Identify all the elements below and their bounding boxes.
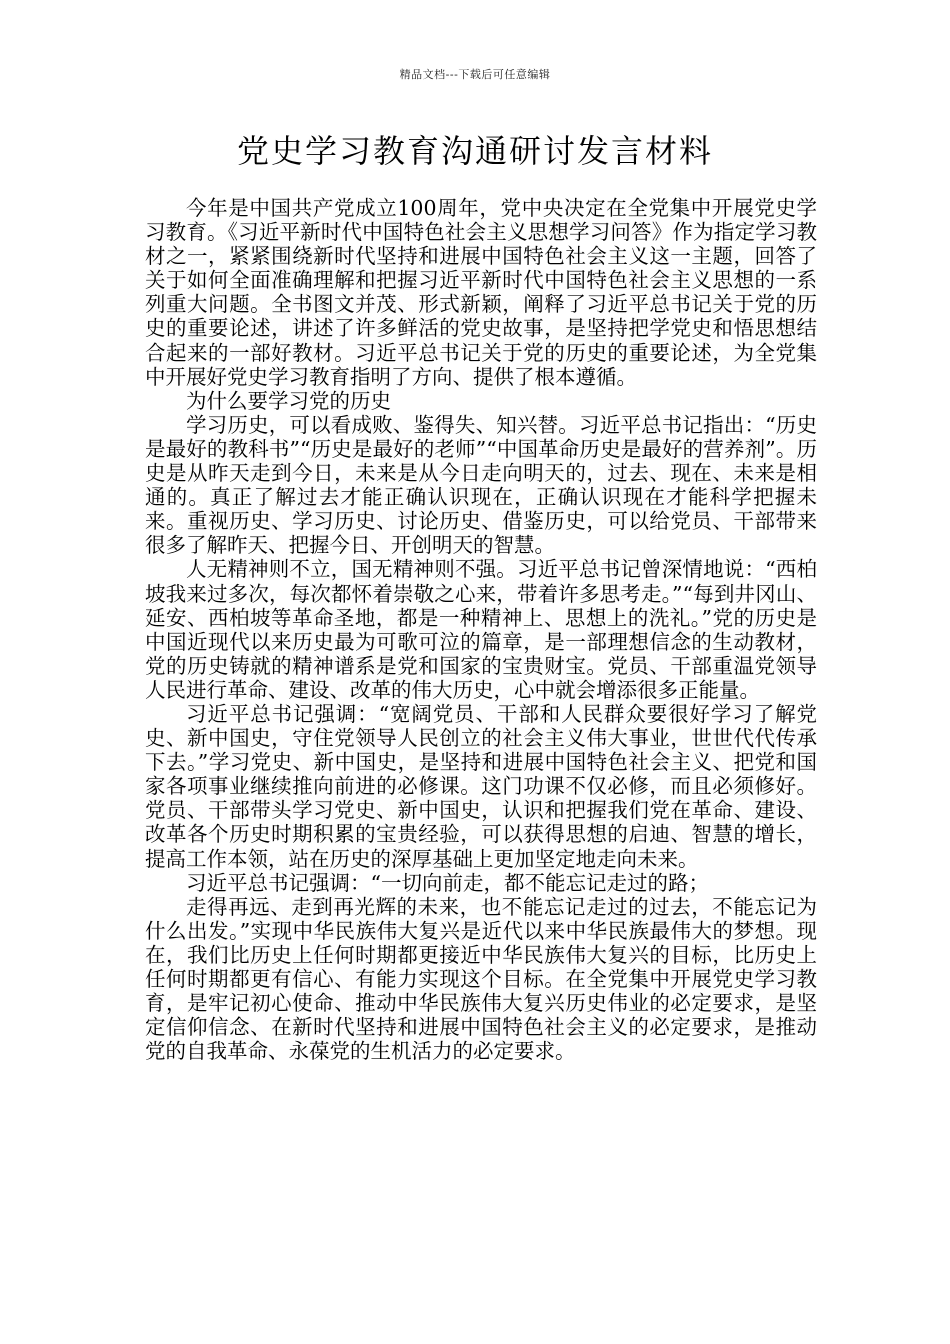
paragraph-spirit: 人无精神则不立，国无精神则不强。习近平总书记曾深情地说：“西柏坡我来过多次，每次都怀着崇敬之心来，带着许多思考走。”“每到井冈山、延安、西柏坡等革命圣地，都是一种精神上、思想上的洗礼。”党的历史是中国近现代以来历史最为可歌可泣的篇章，是一部理想信念的生动教材，党的历史铸就的精神谱系是党和国家的宝贵财宝。党员、干部重温党领导人民进行革命、建设、改革的伟大历史，心中就会增添很多正能量。 (145, 557, 817, 702)
document-body (145, 196, 817, 1063)
header-note: 精品文档---下载后可任意编辑 (399, 68, 551, 81)
document-title: 党史学习教育沟通研讨发言材料 (236, 132, 713, 170)
paragraph-quote-intro: 习近平总书记强调：“一切向前走，都不能忘记走过的路； (186, 870, 709, 895)
paragraph-rejuvenation: 走得再远、走到再光辉的未来，也不能忘记走过的过去，不能忘记为什么出发。”实现中华民族伟大复兴是近代以来中华民族最伟大的梦想。现在，我们比历史上任何时期都更接近中华民族伟大复兴的目标，比历史上任何时期都更有信心、有能力实现这个目标。在全党集中开展党史学习教育，是牢记初心使命、推动中华民族伟大复兴历史伟业的必定要求，是坚定信仰信念、在新时代坚持和进展中国特色社会主义的必定要求，是推动党的自我革命、永葆党的生机活力的必定要求。 (145, 894, 817, 1064)
paragraph-learning-history: 学习历史，可以看成败、鉴得失、知兴替。习近平总书记指出：“历史是最好的教科书”“历史是最好的老师”“中国革命历史是最好的营养剂”。历史是从昨天走到今日，未来是从今日走向明天的，过去、现在、未来是相通的。真正了解过去才能正确认识现在，正确认识现在才能科学把握未来。重视历史、学习历史、讨论历史、借鉴历史，可以给党员、干部带来很多了解昨天、把握今日、开创明天的智慧。 (145, 412, 817, 558)
paragraph-intro: 今年是中国共产党成立100周年，党中央决定在全党集中开展党史学习教育。《习近平新时代中国特色社会主义思想学习问答》作为指定学习教材之一，紧紧围绕新时代坚持和进展中国特色社会主义这一主题，回答了关于如何全面准确理解和把握习近平新时代中国特色社会主义思想的一系列重大问题。全书图文并茂、形式新颖，阐释了习近平总书记关于党的历史的重要论述，讲述了许多鲜活的党史故事，是坚持把学党史和悟思想结合起来的一部好教材。习近平总书记关于党的历史的重要论述，为全党集中开展好党史学习教育指明了方向、提供了根本遵循。 (145, 196, 817, 389)
section-heading: 为什么要学习党的历史 (186, 388, 391, 413)
paragraph-required-course: 习近平总书记强调：“宽阔党员、干部和人民群众要很好学习了解党史、新中国史，守住党领导人民创立的社会主义伟大事业，世世代代传承下去。”学习党史、新中国史，是坚持和进展中国特色社会主义、把党和国家各项事业继续推向前进的必修课。这门功课不仅必修，而且必须修好。党员、干部带头学习党史、新中国史，认识和把握我们党在革命、建设、改革各个历史时期积累的宝贵经验，可以获得思想的启迪、智慧的增长，提高工作本领，站在历史的深厚基础上更加坚定地走向未来。 (145, 701, 817, 871)
